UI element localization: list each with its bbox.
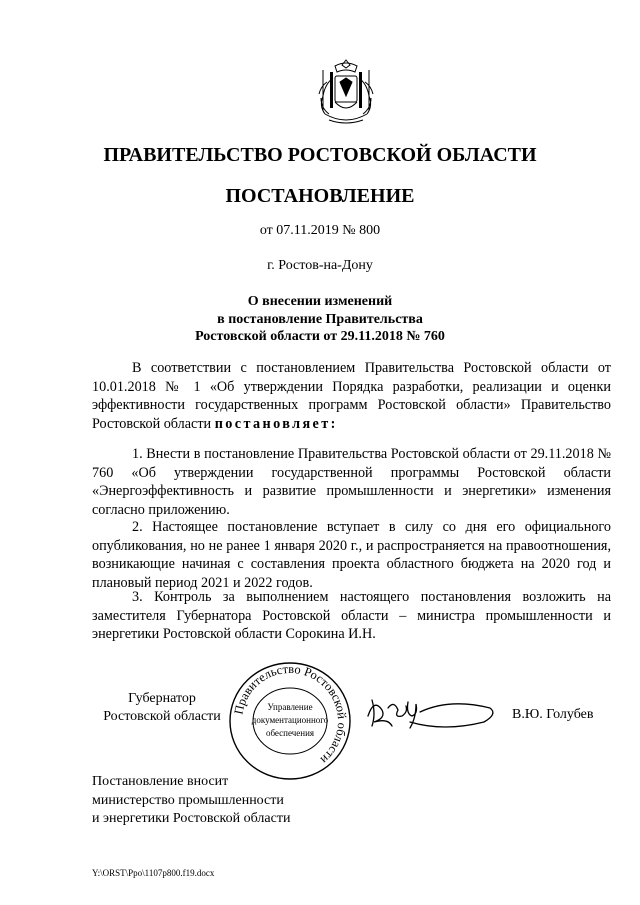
preamble-emphasis: постановляет: xyxy=(214,415,338,432)
file-path: Y:\ORST\Ppo\1107p800.f19.docx xyxy=(92,868,215,878)
city: г. Ростов-на-Дону xyxy=(267,258,373,273)
date-number: от 07.11.2019 № 800 xyxy=(259,223,381,238)
document-type: ПОСТАНОВЛЕНИЕ xyxy=(225,185,415,207)
submitted-by xyxy=(92,773,290,829)
official-stamp xyxy=(225,660,355,782)
preamble-text: В соответствии с постановлением Правительства Ростовской области от 10.01.2018 № 1 «Об утверждении Порядка разработки, реализации и оценки эффективности государственных программ Ростовской области» Правительство Ростовской области xyxy=(92,360,611,432)
signer-name: В.Ю. Голубев xyxy=(512,707,594,722)
preamble xyxy=(92,359,611,433)
signer-position-line-2: Ростовской области xyxy=(103,709,221,724)
item-3: 3. Контроль за выполнением настоящего постановления возложить на заместителя Губернатора Ростовской области – министра промышленности и энергетики Ростовской области Сорокина И.Н. xyxy=(92,589,611,642)
submitted-line-2: министерство промышленности xyxy=(92,792,284,808)
signer-position xyxy=(92,690,232,726)
stamp-center-line-1: Управление xyxy=(267,702,313,712)
stamp-center-line-3: обеспечения xyxy=(265,728,315,738)
submitted-line-3: и энергетики Ростовской области xyxy=(92,811,291,826)
signer-position-line-1: Губернатор xyxy=(128,691,196,706)
title-line-3: Ростовской области от 29.11.2018 № 760 xyxy=(195,329,445,344)
handwritten-signature xyxy=(362,690,502,735)
item-1: 1. Внести в постановление Правительства Ростовской области от 29.11.2018 № 760 «Об утверждении государственной программы Ростовской области «Энергоэффективность и развитие промышленности и энергетики» изменения согласно приложению. xyxy=(92,446,611,518)
stamp-ring-text: Правительство Ростовской области xyxy=(231,661,350,767)
coat-of-arms-icon xyxy=(313,58,379,126)
item-2: 2. Настоящее постановление вступает в силу со дня его официального опубликования, но не ранее 1 января 2020 г., и распространяется на правоотношения, возникающие начиная с составления проекта областного бюджета на 2020 год и плановый период 2021 и 2022 годов. xyxy=(92,519,611,591)
stamp-center-line-2: документационного xyxy=(251,715,329,725)
document-title xyxy=(0,293,640,346)
title-line-2: в постановление Правительства xyxy=(217,311,423,327)
government-title: ПРАВИТЕЛЬСТВО РОСТОВСКОЙ ОБЛАСТИ xyxy=(103,144,537,166)
title-line-1: О внесении изменений xyxy=(247,294,393,309)
submitted-line-1: Постановление вносит xyxy=(92,774,229,789)
